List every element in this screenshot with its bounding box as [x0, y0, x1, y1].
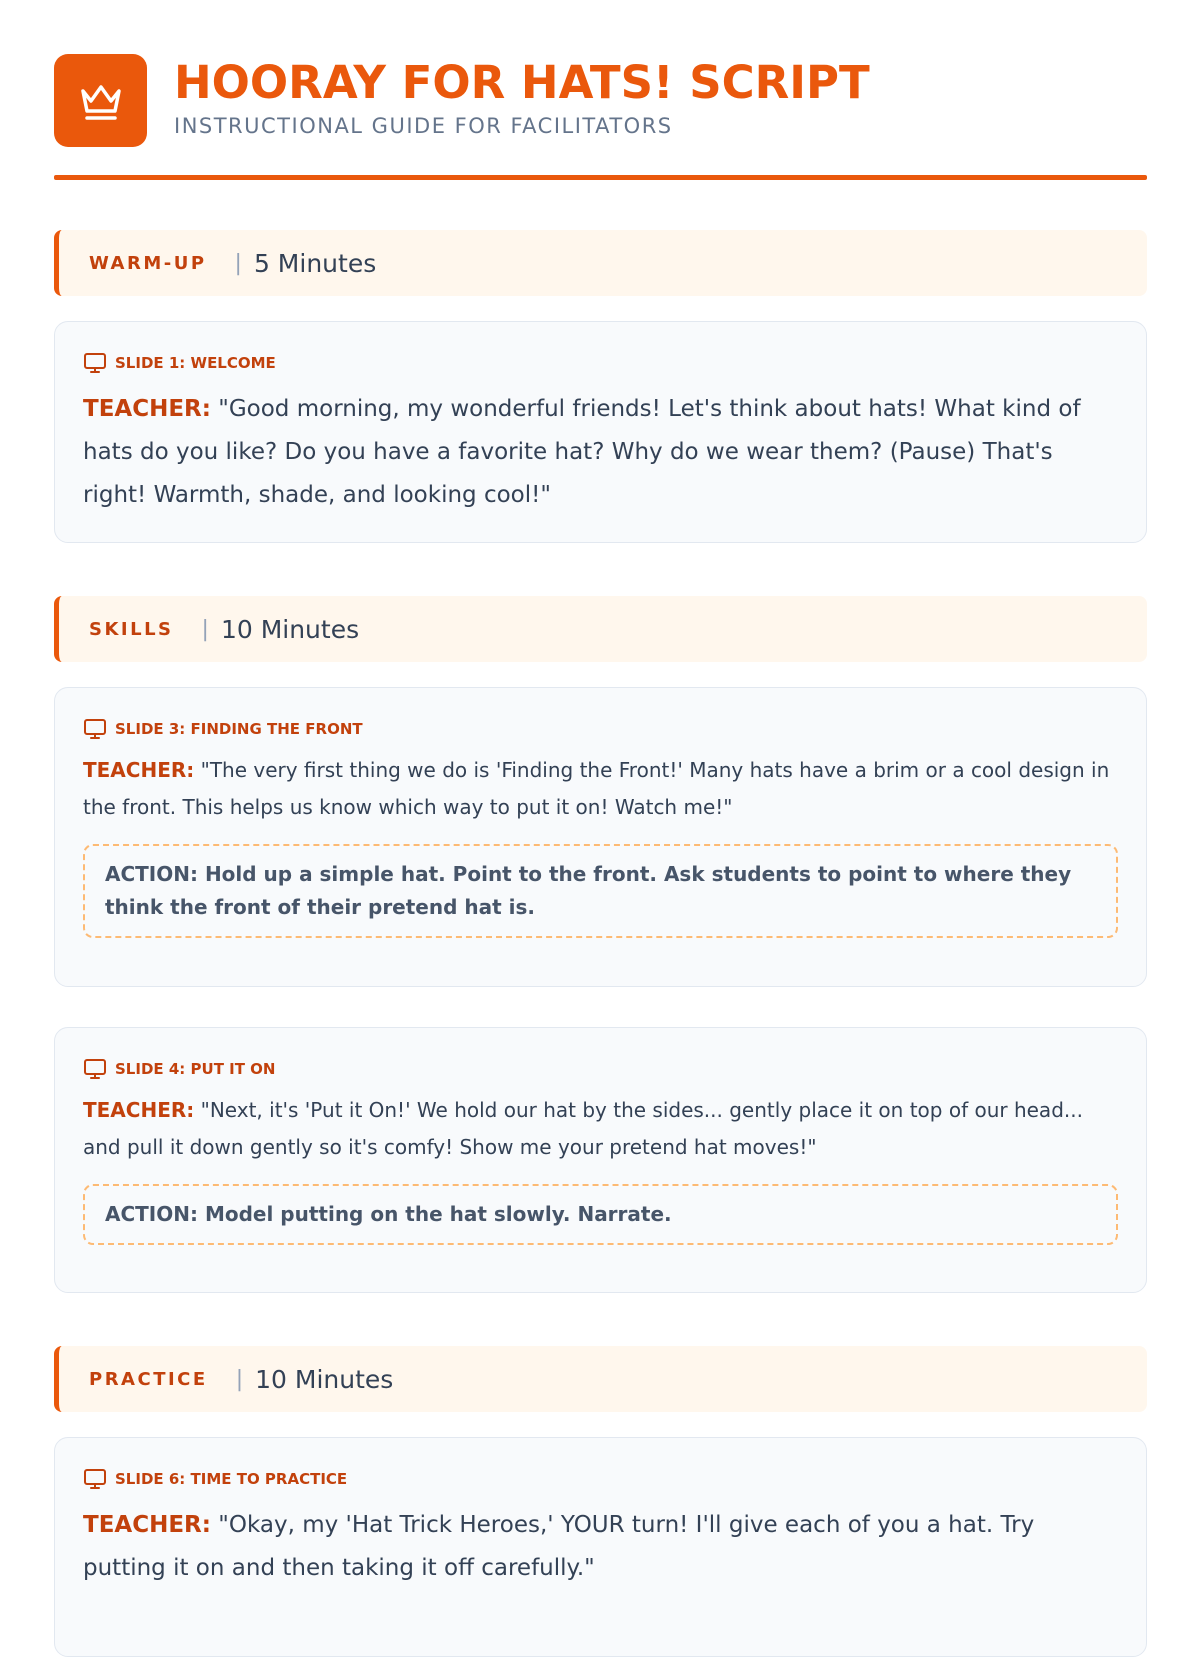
document-header [54, 0, 1147, 182]
section-separator: | [201, 616, 209, 642]
teacher-text: "Next, it's 'Put it On!' We hold our hat by the sides... gently place it on top of our head... and pull it down gently so it's comfy! Show me your pretend hat moves!" [83, 1098, 1083, 1159]
slide-label [83, 716, 1118, 742]
section-name: SKILLS [89, 618, 174, 640]
monitor-icon [83, 1467, 107, 1491]
section-separator: | [234, 250, 242, 276]
slide-label [83, 350, 1118, 376]
action-note: ACTION: Hold up a simple hat. Point to the front. Ask students to point to where they think the front of their pretend hat is. [83, 844, 1118, 938]
slide-label [83, 1466, 1118, 1492]
teacher-role: TEACHER: [83, 396, 211, 422]
slide-card-6 [54, 1437, 1147, 1657]
slide-card-4 [54, 1027, 1147, 1293]
page-title: HOORAY FOR HATS! SCRIPT [174, 56, 870, 109]
section-duration: 10 Minutes [220, 614, 360, 644]
section-header-practice [54, 1346, 1147, 1412]
section-duration: 10 Minutes [255, 1364, 394, 1394]
monitor-icon [83, 351, 107, 375]
page-subtitle: INSTRUCTIONAL GUIDE FOR FACILITATORS [174, 114, 673, 138]
teacher-role: TEACHER: [83, 758, 195, 782]
header-divider [54, 175, 1147, 180]
teacher-role: TEACHER: [83, 1098, 195, 1122]
teacher-text: "Okay, my 'Hat Trick Heroes,' YOUR turn! I'll give each of you a hat. Try putting it on and then taking it off carefully." [83, 1512, 1035, 1581]
slide-label [83, 1056, 1118, 1082]
teacher-line [83, 1092, 1118, 1166]
monitor-icon [83, 1057, 107, 1081]
section-name: WARM-UP [89, 252, 207, 274]
slide-label-text: SLIDE 1: WELCOME [115, 354, 276, 372]
crown-icon [75, 75, 127, 127]
monitor-icon [83, 717, 107, 741]
slide-card-1 [54, 321, 1147, 543]
slide-label-text: SLIDE 3: FINDING THE FRONT [115, 720, 363, 738]
teacher-line [83, 752, 1118, 826]
teacher-text: "Good morning, my wonderful friends! Let's think about hats! What kind of hats do you like? Do you have a favorite hat? Why do we wear them? (Pause) That's right! Warmth, shade, and looking cool!" [83, 396, 1081, 508]
teacher-line [83, 388, 1118, 517]
section-header-warm-up [54, 230, 1147, 296]
slide-card-3 [54, 687, 1147, 987]
action-note: ACTION: Model putting on the hat slowly. Narrate. [83, 1184, 1118, 1245]
slide-label-text: SLIDE 6: TIME TO PRACTICE [115, 1470, 348, 1488]
teacher-line [83, 1504, 1118, 1590]
section-duration: 5 Minutes [253, 248, 377, 278]
section-name: PRACTICE [89, 1368, 208, 1390]
slide-label-text: SLIDE 4: PUT IT ON [115, 1060, 276, 1078]
teacher-role: TEACHER: [83, 1512, 211, 1538]
script-page [54, 0, 1147, 1581]
section-separator: | [235, 1366, 244, 1392]
logo-badge [54, 54, 147, 147]
teacher-text: "The very first thing we do is 'Finding the Front!' Many hats have a brim or a cool design in the front. This helps us know which way to put it on! Watch me!" [83, 758, 1110, 819]
section-header-skills [54, 596, 1147, 662]
